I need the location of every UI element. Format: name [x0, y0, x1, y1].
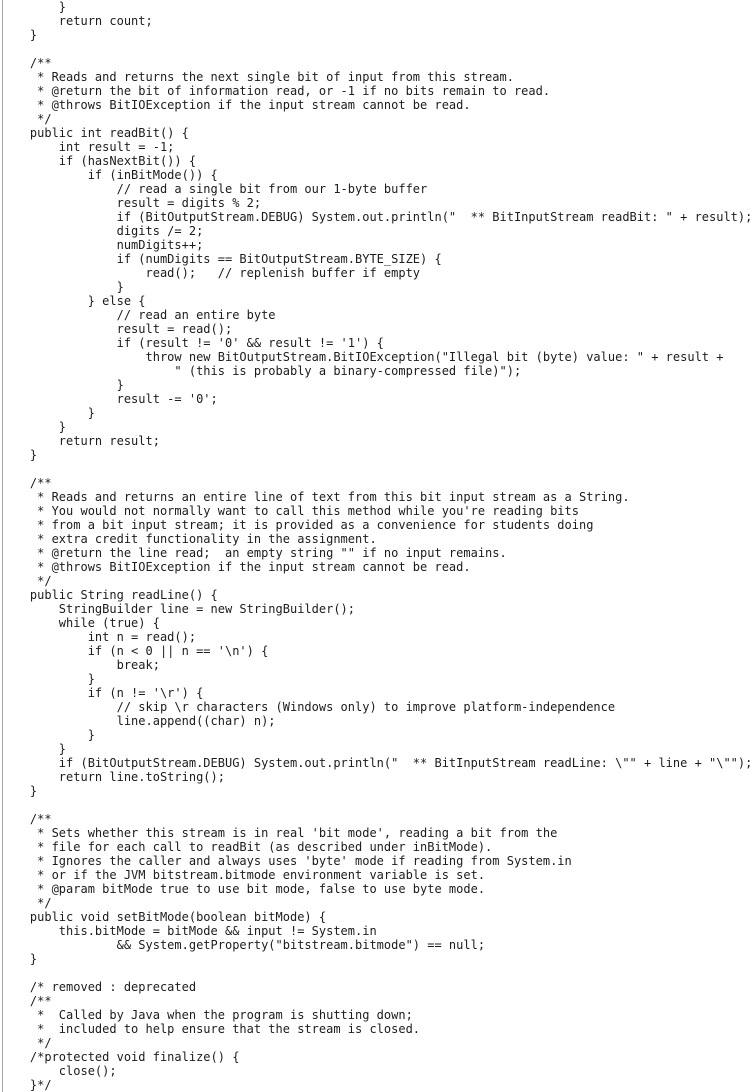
code-line: } — [1, 420, 67, 434]
code-line: */ — [1, 112, 52, 126]
code-line: * @throws BitIOException if the input stream cannot be read. — [1, 560, 471, 574]
code-line: * file for each call to readBit (as described under inBitMode). — [1, 840, 493, 854]
code-line: * You would not normally want to call this method while you're reading bits — [1, 504, 579, 518]
code-line: && System.getProperty("bitstream.bitmode") == null; — [1, 938, 486, 952]
code-line: } — [1, 280, 124, 294]
code-line: * extra credit functionality in the assignment. — [1, 532, 377, 546]
code-line: } — [1, 742, 67, 756]
code-line: * Ignores the caller and always uses 'byte' mode if reading from System.in — [1, 854, 572, 868]
code-line: throw new BitOutputStream.BitIOException("Illegal bit (byte) value: " + result + — [1, 350, 724, 364]
code-line: result -= '0'; — [1, 392, 218, 406]
code-line: }*/ — [1, 1078, 52, 1092]
code-line: } — [1, 0, 67, 14]
code-line: if (hasNextBit()) { — [1, 154, 197, 168]
code-line: * or if the JVM bitstream.bitmode environment variable is set. — [1, 868, 486, 882]
code-listing — [1, 0, 752, 1092]
code-line — [1, 966, 752, 980]
code-line: */ — [1, 896, 52, 910]
code-line: */ — [1, 574, 52, 588]
code-line: numDigits++; — [1, 238, 204, 252]
code-line: " (this is probably a binary-compressed file)"); — [1, 364, 522, 378]
code-line: /** — [1, 476, 52, 490]
code-line: } — [1, 784, 38, 798]
code-line: result = digits % 2; — [1, 196, 262, 210]
code-line: return count; — [1, 14, 153, 28]
code-line: * included to help ensure that the stream is closed. — [1, 1022, 421, 1036]
code-line: line.append((char) n); — [1, 714, 276, 728]
code-line: * @throws BitIOException if the input stream cannot be read. — [1, 98, 471, 112]
code-line: return result; — [1, 434, 160, 448]
code-line: if (result != '0' && result != '1') { — [1, 336, 384, 350]
code-line: close(); — [1, 1064, 117, 1078]
code-line — [1, 42, 752, 56]
code-line: } else { — [1, 294, 146, 308]
code-line: /* removed : deprecated — [1, 980, 197, 994]
code-line: } — [1, 952, 38, 966]
code-line: * Reads and returns the next single bit of input from this stream. — [1, 70, 514, 84]
code-line: if (n < 0 || n == '\n') { — [1, 644, 269, 658]
code-line: public String readLine() { — [1, 588, 218, 602]
code-line: * from a bit input stream; it is provided as a convenience for students doing — [1, 518, 594, 532]
code-line — [1, 798, 752, 812]
code-line: if (n != '\r') { — [1, 686, 204, 700]
code-line: } — [1, 728, 95, 742]
code-line: while (true) { — [1, 616, 160, 630]
code-line: /** — [1, 812, 52, 826]
code-line: * @return the bit of information read, or -1 if no bits remain to read. — [1, 84, 551, 98]
code-line: // skip \r characters (Windows only) to improve platform-independence — [1, 700, 616, 714]
code-line: result = read(); — [1, 322, 233, 336]
code-line: break; — [1, 658, 160, 672]
code-line: public int readBit() { — [1, 126, 189, 140]
code-line: if (inBitMode()) { — [1, 168, 218, 182]
code-line: return line.toString(); — [1, 770, 225, 784]
code-line: // read an entire byte — [1, 308, 276, 322]
code-line: int n = read(); — [1, 630, 197, 644]
code-line: } — [1, 28, 38, 42]
code-line: * Called by Java when the program is shutting down; — [1, 1008, 413, 1022]
code-line: */ — [1, 1036, 52, 1050]
code-line: this.bitMode = bitMode && input != System.in — [1, 924, 377, 938]
code-line: digits /= 2; — [1, 224, 204, 238]
code-line: } — [1, 378, 124, 392]
code-line: StringBuilder line = new StringBuilder(); — [1, 602, 356, 616]
code-line: if (BitOutputStream.DEBUG) System.out.println(" ** BitInputStream readBit: " + result); — [1, 210, 753, 224]
code-line: * Sets whether this stream is in real 'bit mode', reading a bit from the — [1, 826, 558, 840]
code-line: * @return the line read; an empty string "" if no input remains. — [1, 546, 507, 560]
code-line: } — [1, 406, 95, 420]
code-line: if (BitOutputStream.DEBUG) System.out.println(" ** BitInputStream readLine: \"" + line + "\""); — [1, 756, 753, 770]
code-line: } — [1, 448, 38, 462]
code-line: * @param bitMode true to use bit mode, false to use byte mode. — [1, 882, 486, 896]
code-line: int result = -1; — [1, 140, 175, 154]
code-line: read(); // replenish buffer if empty — [1, 266, 421, 280]
code-line: /** — [1, 56, 52, 70]
code-line: /** — [1, 994, 52, 1008]
code-line: public void setBitMode(boolean bitMode) { — [1, 910, 327, 924]
code-line: } — [1, 672, 95, 686]
code-line: if (numDigits == BitOutputStream.BYTE_SIZE) { — [1, 252, 442, 266]
code-line — [1, 462, 752, 476]
code-line: // read a single bit from our 1-byte buffer — [1, 182, 428, 196]
code-line: /*protected void finalize() { — [1, 1050, 240, 1064]
code-line: * Reads and returns an entire line of text from this bit input stream as a String. — [1, 490, 630, 504]
